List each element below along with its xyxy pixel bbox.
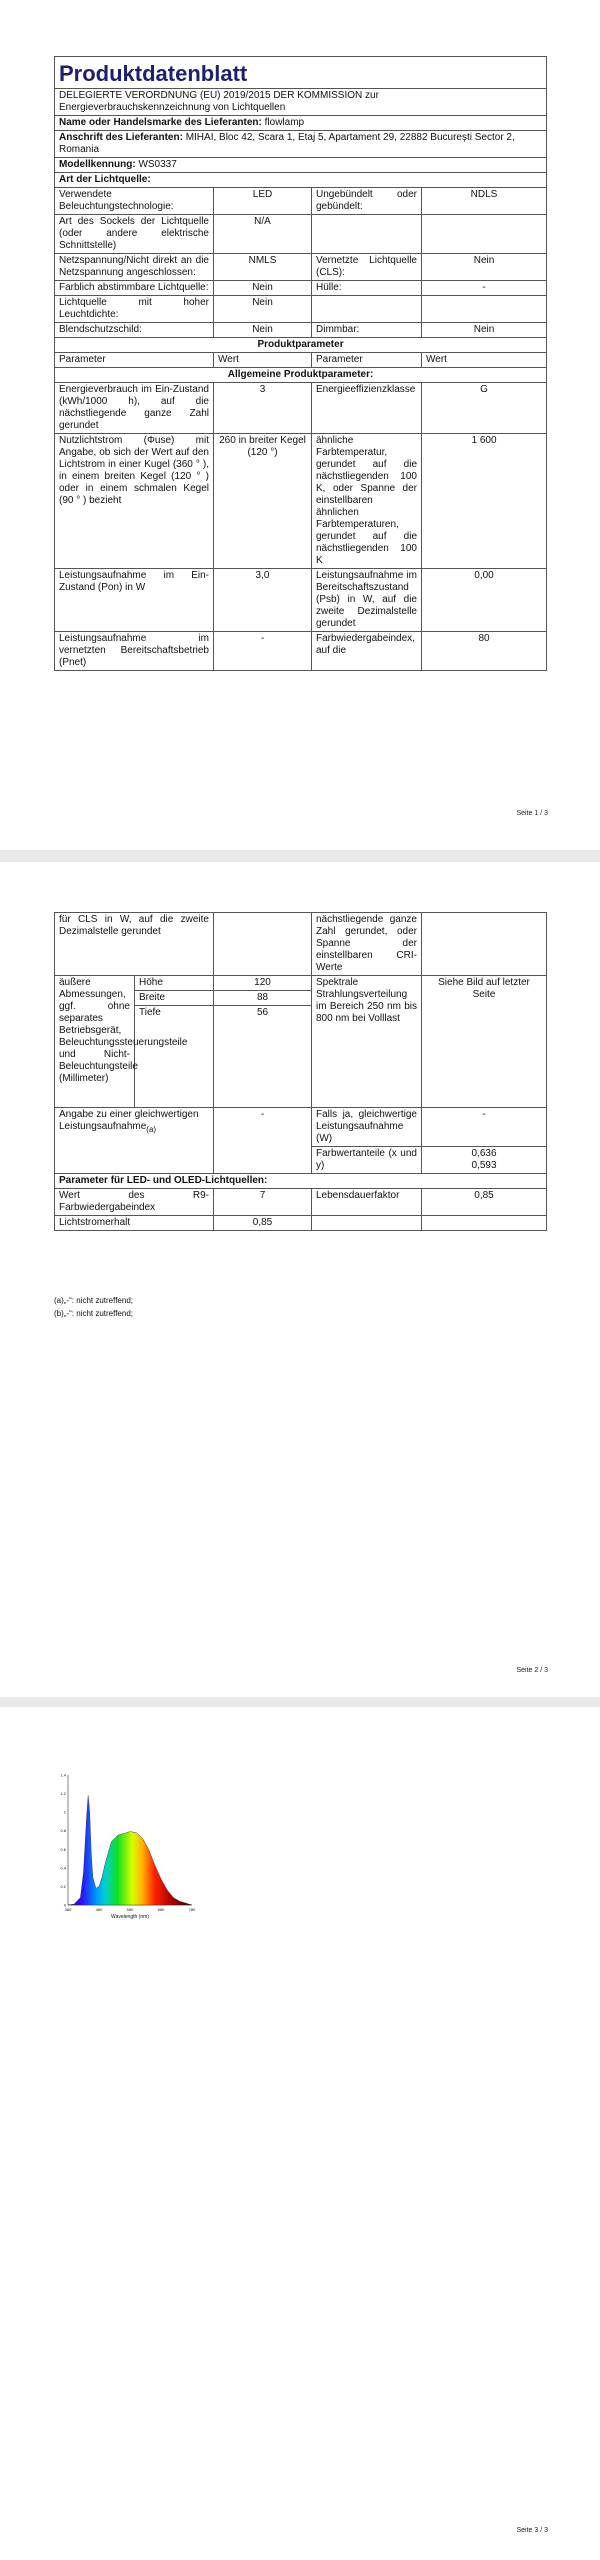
table-row: Leistungsaufnahme im Ein-Zustand (Pon) in W 3,0 Leistungsaufnahme im Bereitschaftszustand (Psb) in W, auf die zweite Dezimalstelle gerundet 0,00 [55,569,547,632]
table-row: Farblich abstimmbare Lichtquelle: Nein Hülle: - [55,281,547,296]
y-tick-label: 0.6 [60,1846,66,1852]
general-params-heading: Allgemeine Produktparameter: [55,368,547,383]
page-title: Produktdatenblatt [55,57,547,89]
footnote-a: (a)„-“: nicht zutreffend; [54,1296,133,1305]
page-number: Seite 2 / 3 [516,1667,548,1674]
table-row: Lichtquelle mit hoher Leuchtdichte: Nein [55,296,547,323]
x-tick-label: 380 [64,1907,72,1912]
y-tick-label: 0.4 [60,1865,66,1871]
x-tick-label: 480 [95,1907,103,1912]
y-tick-label: 0 [63,1902,66,1908]
x-tick-label: 580 [126,1907,134,1912]
trademark-row: Name oder Handelsmarke des Lieferanten: flowlamp [55,116,547,131]
y-tick-label: 0.8 [60,1828,66,1834]
y-tick-label: 1.2 [60,1791,66,1797]
table-header-row: Parameter Wert Parameter Wert [55,353,547,368]
table-row: Netzspannung/Nicht direkt an die Netzspannung angeschlossen: NMLS Vernetzte Lichtquelle (CLS): Nein [55,254,547,281]
regulation-text: DELEGIERTE VERORDNUNG (EU) 2019/2015 DER KOMMISSION zur Energieverbrauchskennzeichnung von Lichtquellen [55,89,547,116]
y-tick-label: 1.4 [60,1772,66,1778]
spectrum-area [68,1795,192,1905]
table-row: Tiefe 56 [55,1006,547,1108]
spectral-value: Siehe Bild auf letzter Seite [422,976,547,1108]
table-row: Energieverbrauch im Ein-Zustand (kWh/1000 h), auf die nächstliegende ganze Zahl gerundet 3 Energieeffizienzklasse G [55,383,547,434]
table-row: Art des Sockels der Lichtquelle (oder andere elektrische Schnittstelle) N/A [55,215,547,254]
address-row: Anschrift des Lieferanten: MIHAI, Bloc 42, Scara 1, Etaj 5, Apartament 29, 22882 București Sector 2, Romania [55,131,547,158]
x-axis-label: Wavelength (nm) [111,1914,149,1920]
table-row: Verwendete Beleuchtungstechnologie: LED Ungebündelt oder gebündelt: NDLS [55,188,547,215]
page-number: Seite 3 / 3 [516,2527,548,2534]
table-row: Nutzlichtstrom (Φuse) mit Angabe, ob sich der Wert auf den Lichtstrom in einer Kugel (360 ° ), in einem breiten Kegel (120 ° ) oder in einem schmalen Kegel (90 ° ) bezieht 260 in breiter Kegel (120 °) ähnliche Farbtemperatur, gerundet auf die nächstliegenden 100 K, oder Spanne der einstellbaren ähnlichen Farbtemperaturen, gerundet auf die nächstliegenden 100 K 1 600 [55,434,547,569]
table-row: Lichtstromerhalt 0,85 [55,1216,547,1231]
table-row: für CLS in W, auf die zweite Dezimalstelle gerundet nächstliegende ganze Zahl gerundet, oder Spanne der einstellbaren CRI-Werte [55,913,547,976]
footnote-b: (b)„-“: nicht zutreffend; [54,1309,133,1318]
page-1 [0,0,600,850]
table-row: äußere Abmessungen, ggf. ohne separates Betriebsgerät, Beleuchtungssteuerungsteile und Nicht-Beleuchtungsteile (Millimeter) Höhe 120 Spektrale Strahlungsverteilung im Bereich 250 nm bis 800 nm bei Volllast Siehe Bild auf letzter Seite [55,976,547,991]
table-row: Leistungsaufnahme im vernetzten Bereitschaftsbetrieb (Pnet) - Farbwiedergabeindex, auf die 80 [55,632,547,671]
product-params-heading: Produktparameter [55,338,547,353]
dimensions-label: äußere Abmessungen, ggf. ohne separates Betriebsgerät, Beleuchtungssteuerungsteile und Nicht-Beleuchtungsteile (Millimeter) [55,976,135,1108]
x-tick-label: 780 [188,1907,196,1912]
light-source-type-heading: Art der Lichtquelle: [55,173,547,188]
model-row: Modellkennung: WS0337 [55,158,547,173]
led-section-heading: Parameter für LED- und OLED-Lichtquellen: [55,1174,547,1189]
spectral-label: Spektrale Strahlungsverteilung im Bereich 250 nm bis 800 nm bei Volllast [312,976,422,1108]
table-row: Blendschutzschild: Nein Dimmbar: Nein [55,323,547,338]
footnotes [54,1294,133,1320]
datasheet-table-page-1 [54,56,547,671]
x-tick-label: 680 [157,1907,165,1912]
page-2 [0,862,600,1697]
y-tick-label: 0.2 [60,1883,66,1889]
datasheet-table-page-2 [54,912,547,1231]
page-number: Seite 1 / 3 [516,810,548,817]
table-row: Wert des R9-Farbwiedergabeindex 7 Lebensdauerfaktor 0,85 [55,1189,547,1216]
page-3 [0,1707,600,2560]
table-row: Breite 88 [55,991,547,1006]
table-row: Angabe zu einer gleichwertigen Leistungsaufnahme$^{(a)}$ - Falls ja, gleichwertige Leistungsaufnahme (W) - [55,1108,547,1147]
table-row: Farbwertanteile (x und y) 0,636 0,593 [55,1147,547,1174]
spectral-distribution-chart [54,1767,204,1927]
y-tick-label: 1 [63,1809,66,1815]
